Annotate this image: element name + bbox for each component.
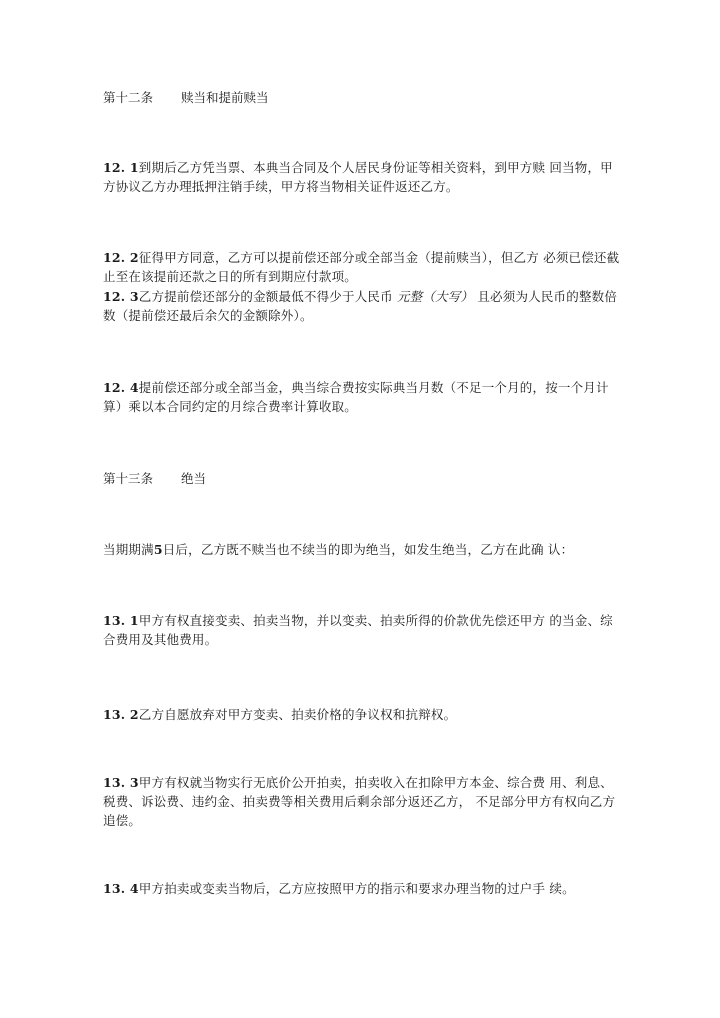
clause-number: 13. 2 <box>103 707 139 722</box>
amount-blank-label: 元整（大写） <box>396 289 474 304</box>
clause-text: 甲方拍卖或变卖当物后，乙方应按照甲方的指示和要求办理当物的过户手 续。 <box>138 881 575 896</box>
days-value: 5 <box>153 542 163 557</box>
clause-text: 提前偿还部分或全部当金，典当综合费按实际典当月数（不足一个月的，按一个月计算）乘以本合同约定的月综合费率计算收取。 <box>103 380 609 414</box>
clause-12-3 <box>103 287 623 325</box>
clause-text: 乙方自愿放弃对甲方变卖、拍卖价格的争议权和抗辩权。 <box>138 707 457 722</box>
clause-13-4 <box>103 879 623 898</box>
clause-number: 13. 1 <box>103 613 139 628</box>
article-number: 第十三条 <box>103 471 154 486</box>
clause-12-1 <box>103 158 623 196</box>
clause-text: 甲方有权直接变卖、拍卖当物，并以变卖、拍卖所得的价款优先偿还甲方 的当金、综合费用及其他费用。 <box>103 613 613 647</box>
article-title: 绝当 <box>181 471 207 486</box>
clause-number: 13. 3 <box>103 775 139 790</box>
article-12-heading <box>103 88 269 107</box>
clause-number: 12. 4 <box>103 380 139 395</box>
clause-text: 甲方有权就当物实行无底价公开拍卖，拍卖收入在扣除甲方本金、综合费 用、利息、税费、诉讼费、违约金、拍卖费等相关费用后剩余部分返还乙方， 不足部分甲方有权向乙方追偿。 <box>103 775 616 828</box>
clause-13-1 <box>103 611 623 649</box>
article-13-heading <box>103 469 206 488</box>
clause-12-4 <box>103 378 623 416</box>
clause-number: 12. 2 <box>103 250 139 265</box>
article-title: 赎当和提前赎当 <box>181 90 269 105</box>
clause-text: 征得甲方同意，乙方可以提前偿还部分或全部当金（提前赎当），但乙方 必须已偿还截止至在该提前还款之日的所有到期应付款项。 <box>103 250 620 284</box>
clause-13-3 <box>103 773 623 830</box>
article-13-intro <box>103 540 623 559</box>
clause-number: 13. 4 <box>103 881 139 896</box>
clause-text: 到期后乙方凭当票、本典当合同及个人居民身份证等相关资料，到甲方赎 回当物，甲方协议乙方办理抵押注销手续，甲方将当物相关证件返还乙方。 <box>103 160 613 194</box>
clause-13-2 <box>103 705 623 724</box>
clause-text: 乙方提前偿还部分的金额最低不得少于人民币 <box>138 289 397 304</box>
clause-number: 12. 3 <box>103 289 139 304</box>
clause-number: 12. 1 <box>103 160 139 175</box>
clause-text: 且必须为人民币的整数倍数（提前偿还最后余欠的金额除外）。 <box>103 289 618 323</box>
clause-12-2 <box>103 248 623 286</box>
intro-text: 日后，乙方既不赎当也不续当的即为绝当，如发生绝当，乙方在此确 认： <box>162 542 574 557</box>
article-number: 第十二条 <box>103 90 154 105</box>
intro-text: 当期期满 <box>103 542 154 557</box>
